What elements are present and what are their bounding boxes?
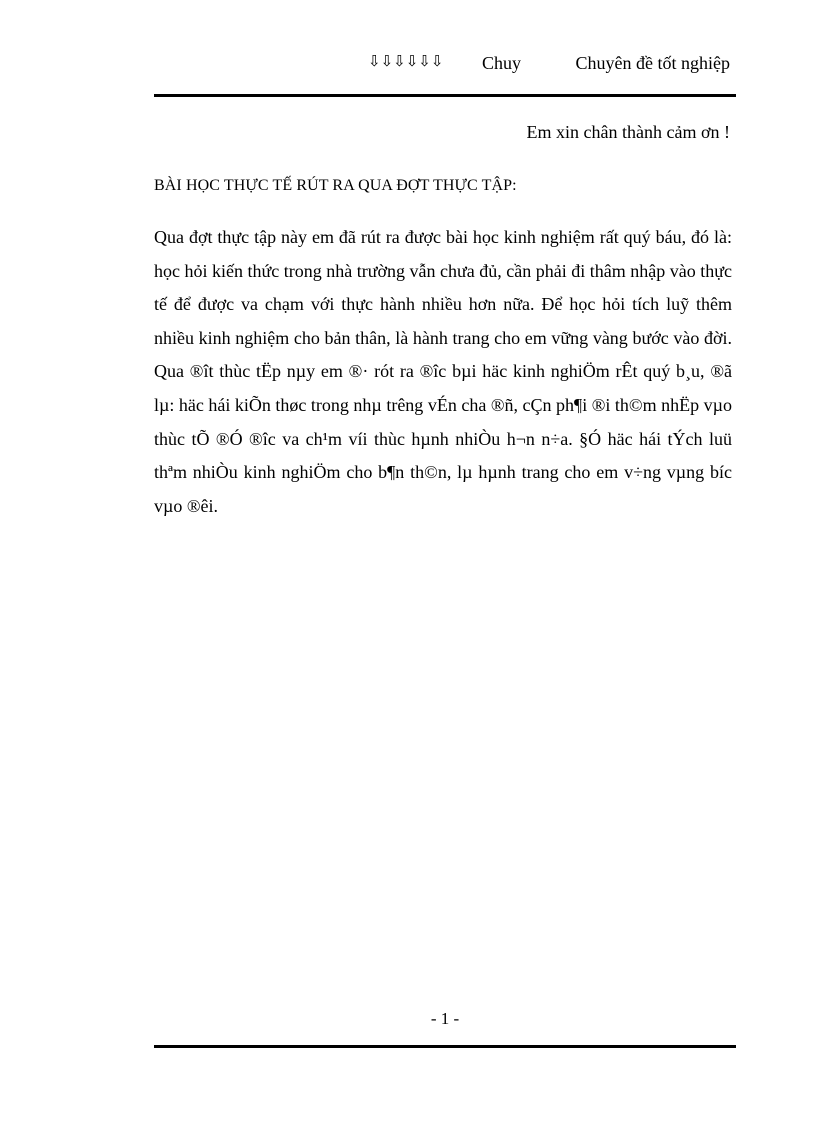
section-title: BÀI HỌC THỰC TẾ RÚT RA QUA ĐỢT THỰC TẬP:: [154, 177, 517, 194]
footer-rule: [154, 1045, 736, 1048]
page-header: [154, 50, 736, 78]
header-title: Chuyên đề tốt nghiệp: [575, 53, 730, 73]
header-rule: [154, 94, 736, 97]
header-arrow-glyphs: ⇩⇩⇩⇩⇩⇩: [368, 52, 444, 70]
thanks-line: Em xin chân thành cảm ơn !: [526, 122, 730, 142]
body-paragraph: Qua đợt thực tập này em đã rút ra được bài học kinh nghiệm rất quý báu, đó là: học hỏi kiến thức trong nhà trường vẫn chưa đủ, cần phải đi thâm nhập vào thực tế để được va chạm với thực hành nhiều hơn nữa. Để học hỏi tích luỹ thêm nhiều kinh nghiệm cho bản thân, là hành trang cho em vững vàng bước vào đời. Qua ®ît thùc tËp nµy em ®· rót ra ®îc bµi häc kinh nghiÖm rÊt quý b¸u, ®ã lµ: häc hái kiÕn thøc trong nhµ trêng vÉn cha ®ñ, cÇn ph¶i ®i th©m nhËp vµo thùc tÕ ®Ó ®îc va ch¹m víi thùc hµnh nhiÒu h¬n n÷a. §Ó häc hái tÝch luü thªm nhiÒu kinh nghiÖm cho b¶n th©n, lµ hµnh trang cho em v÷ng vµng bíc vµo ®êi.: [154, 227, 732, 516]
body-paragraph-container: [154, 221, 732, 523]
page-number: - 1 -: [430, 1009, 460, 1028]
header-short-title: Chuy: [482, 53, 522, 73]
